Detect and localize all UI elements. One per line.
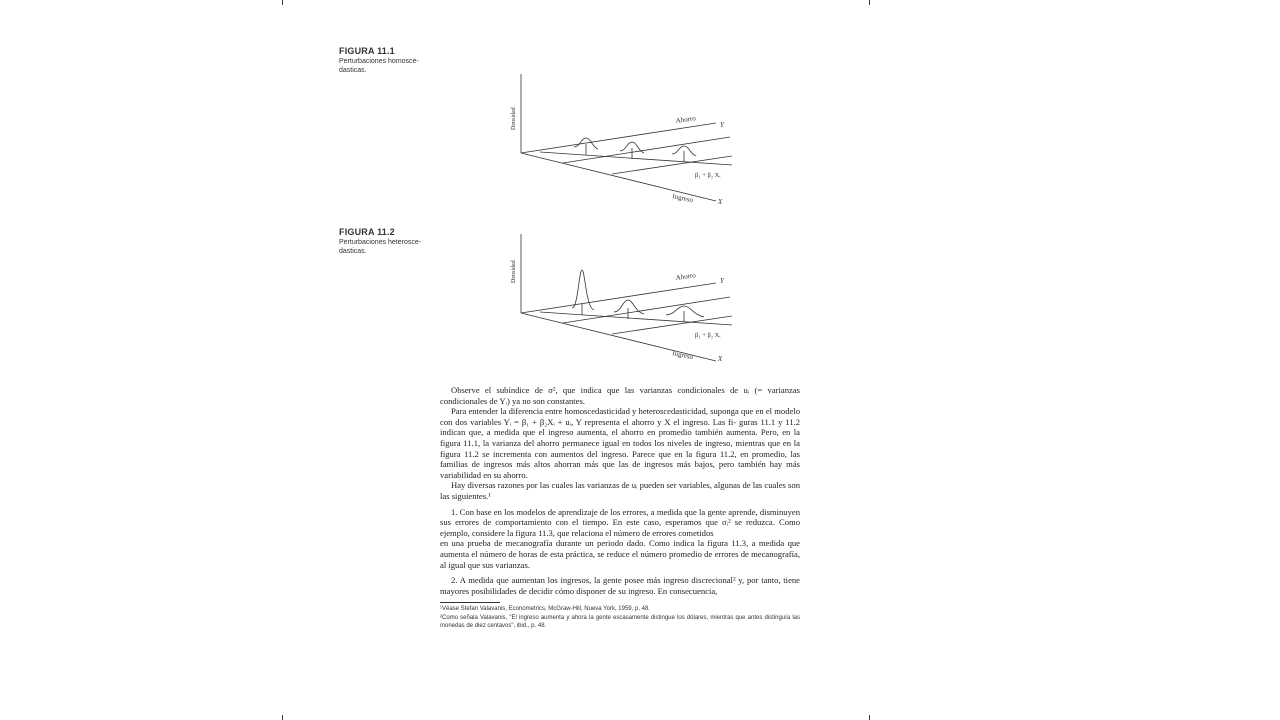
crop-mark (282, 715, 283, 720)
footnote-divider (440, 602, 500, 603)
y-axis-label: Y (720, 277, 724, 285)
regression-line (540, 152, 732, 165)
footnote: ¹Véase Stefan Valavanis, Econometrics, McGraw-Hill, Nueva York, 1959, p. 48. (440, 606, 650, 613)
distribution-curve-medium (614, 300, 644, 314)
regression-line (540, 312, 732, 325)
income-label: Ingreso (671, 192, 694, 205)
x-axis-label: X (718, 198, 723, 206)
figure-caption: Perturbaciones homosce-dasticas. (339, 58, 419, 74)
paragraph: Hay diversas razones por las cuales las varianzas de uᵢ pueden ser variables, algunas de las cuales son las siguientes.¹ (440, 480, 800, 501)
figure-11-1-diagram (500, 60, 760, 220)
crop-mark (282, 0, 283, 5)
crop-mark (869, 0, 870, 5)
density-label: Densidad (511, 260, 517, 283)
distribution-curve-narrow (572, 270, 594, 310)
figure-11-2-header (339, 227, 434, 256)
footnote: ²Como señala Valavanis, "El ingreso aumenta y ahora la gente escasamente distingue los dólares, mientras que antes distinguía las monedas de diez centavos", ibid., p. 48. (440, 614, 800, 630)
figure-11-1-header (339, 46, 434, 75)
savings-label: Ahorro (675, 271, 697, 282)
regression-label: β₁ + β₂ Xᵢ (695, 172, 721, 179)
body-text (440, 385, 800, 631)
paragraph: 1. Con base en los modelos de aprendizaje de los errores, a medida que la gente aprende, disminuyen sus errores de comportamiento con el tiempo. En este caso, esperamos que σᵢ² se reduzca. Como ejemplo, considere la figura 11.3, que relaciona el número de errores cometidos (440, 506, 800, 538)
figure-number: FIGURA 11.1 (339, 46, 395, 56)
paragraph: Observe el subíndice de σ², que indica que las varianzas condicionales de uᵢ (= varianzas condicionales de Yᵢ) ya no son constantes. (440, 385, 800, 406)
paragraph: 2. A medida que aumentan los ingresos, la gente posee más ingreso discrecional² y, por tanto, tiene mayores posibilidades de decidir cómo disponer de su ingreso. En consecuencia, (440, 575, 800, 596)
y-axis (521, 283, 716, 313)
savings-label: Ahorro (675, 114, 697, 125)
distribution-curve-wide (666, 306, 704, 317)
x-axis (521, 153, 716, 201)
x-axis-label: X (718, 355, 723, 363)
paragraph: en una prueba de mecanografía durante un periodo dado. Como indica la figura 11.3, a medida que aumenta el número de horas de esta práctica, se reduce el número promedio de errores de mecanografía, al igual que sus varianzas. (440, 538, 800, 570)
y-axis (521, 123, 716, 153)
regression-label: β₁ + β₂ Xᵢ (695, 332, 721, 339)
crop-mark (869, 715, 870, 720)
figure-11-2-diagram (500, 220, 760, 380)
density-label: Densidad (511, 107, 517, 130)
figure-caption: Perturbaciones heterosce-dasticas. (339, 239, 422, 255)
paragraph: Para entender la diferencia entre homoscedasticidad y heteroscedasticidad, suponga que en el modelo con dos variables Yᵢ = β₁ + β₂Xᵢ + uᵢ, Y representa el ahorro y X el ingreso. Las fi- guras 11.1 y 11.2 indican que, a medida que el ingreso aumenta, el ahorro en promedio también aumenta. Pero, en la figura 11.1, la varianza del ahorro permanece igual en todos los niveles de ingreso, mientras que en la figura 11.2 se incrementa con aumentos del ingreso. Parece que en la figura 11.2, en promedio, las familias de ingresos más altos ahorran más que las de ingresos más bajos, pero también hay más variabilidad en su ahorro. (440, 406, 800, 480)
income-label: Ingreso (671, 349, 694, 362)
figure-number: FIGURA 11.2 (339, 227, 395, 237)
y-axis-label: Y (720, 121, 724, 129)
